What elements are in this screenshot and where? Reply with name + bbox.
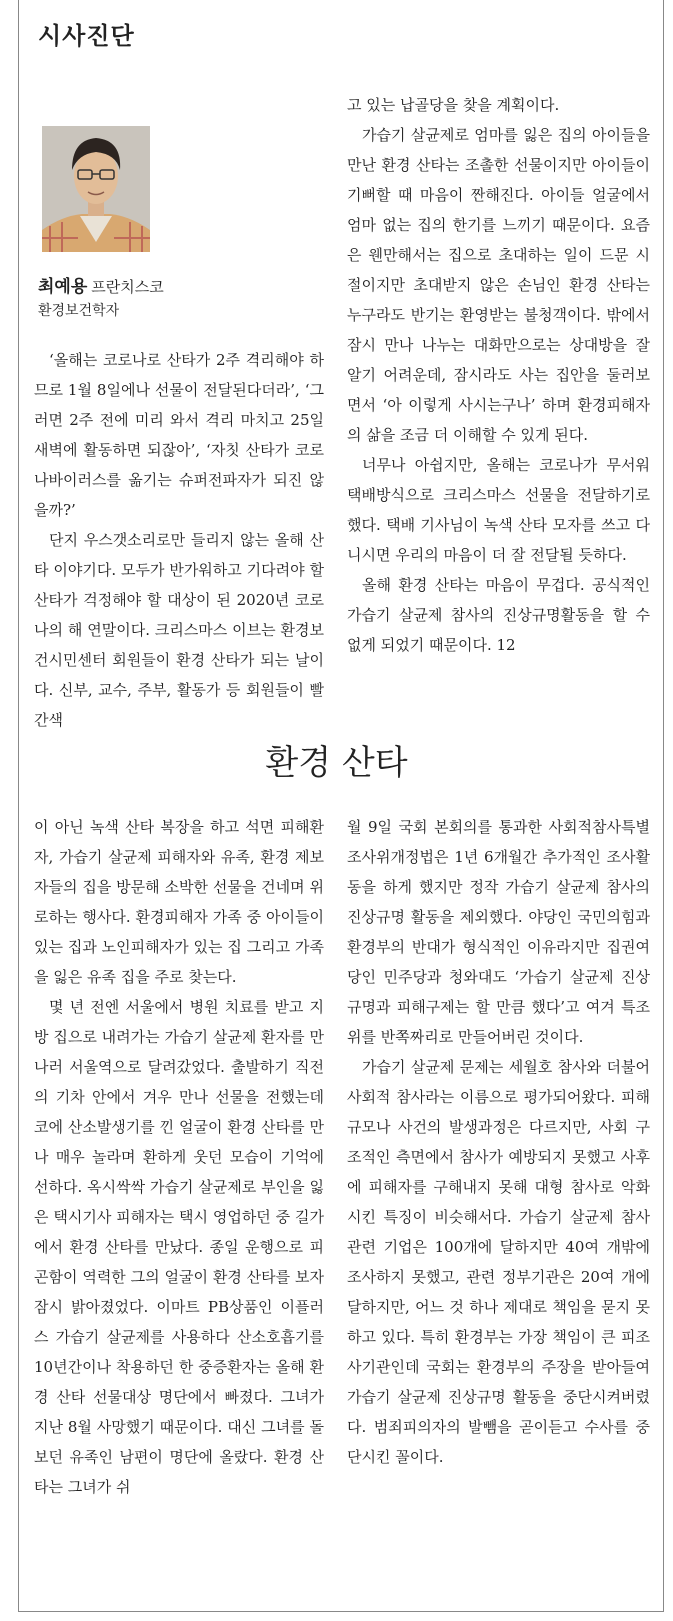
paragraph: ‘올해는 코로나로 산타가 2주 격리해야 하므로 1월 8일에나 선물이 전달된다더라’, ‘그러면 2주 전에 미리 와서 격리 마치고 25일 새벽에 활동하면 되잖아’, ‘자칫 산타가 코로나바이러스를 옮기는 슈퍼전파자가 되진 않을까?’ [34, 351, 324, 519]
author-photo [42, 126, 150, 252]
author-name-text: 최예용 [38, 277, 88, 297]
paragraph: 너무나 아쉽지만, 올해는 코로나가 무서워 택배방식으로 크리스마스 선물을 전달하기로 했다. 택배 기사님이 녹색 산타 모자를 쓰고 다니시면 우리의 마음이 더 잘 전달될 듯하다. [347, 456, 650, 564]
column-3 [34, 812, 324, 1502]
headline: 환경 산타 [265, 743, 408, 783]
paragraph: 고 있는 납골당을 찾을 계획이다. [347, 96, 560, 114]
section-label: 시사진단 [38, 22, 135, 50]
paragraph: 월 9일 국회 본회의를 통과한 사회적참사특별조사위개정법은 1년 6개월간 추가적인 조사활동을 하게 했지만 정작 가습기 살균제 참사의 진상규명 활동을 제외했다. 야당인 국민의힘과 환경부의 반대가 형식적인 이유라지만 집권여당인 민주당과 청와대도 ‘가습기 살균제 진상규명과 피해구제는 할 만큼 했다’고 여겨 특조위를 반쪽짜리로 만들어버린 것이다. [347, 818, 650, 1046]
paragraph: 가습기 살균제로 엄마를 잃은 집의 아이들을 만난 환경 산타는 조촐한 선물이지만 아이들이 기뻐할 때 마음이 짠해진다. 아이들 얼굴에서 엄마 없는 집의 한기를 느끼기 때문이다. 요즘은 웬만해서는 집으로 초대하는 일이 드문 시절이지만 초대받지 않은 손님인 환경 산타는 누구라도 반기는 환영받는 불청객이다. 밖에서 잠시 만나 나누는 대화만으로는 상대방을 잘 알기 어려운데, 잠시라도 사는 집안을 둘러보면서 ‘아 이렇게 사시는구나’ 하며 환경피해자의 삶을 조금 더 이해할 수 있게 된다. [347, 126, 650, 444]
column-4 [347, 812, 650, 1472]
column-1 [34, 345, 324, 735]
paragraph: 단지 우스갯소리로만 들리지 않는 올해 산타 이야기다. 모두가 반가워하고 기다려야 할 산타가 걱정해야 할 대상이 된 2020년 코로나의 해 연말이다. 크리스마스 이브는 환경보건시민센터 회원들이 환경 산타가 되는 날이다. 신부, 교수, 주부, 활동가 등 회원들이 빨간색 [34, 531, 324, 729]
paragraph: 몇 년 전엔 서울에서 병원 치료를 받고 지방 집으로 내려가는 가습기 살균제 환자를 만나러 서울역으로 달려갔었다. 출발하기 직전의 기차 안에서 겨우 만나 선물을 전했는데 코에 산소발생기를 낀 얼굴이 환경 산타를 만나 매우 놀라며 환하게 웃던 모습이 기억에 선하다. 옥시싹싹 가습기 살균제로 부인을 잃은 택시기사 피해자는 택시 영업하던 중 길가에서 환경 산타를 만났다. 종일 운행으로 피곤함이 역력한 그의 얼굴이 환경 산타를 보자 잠시 밝아졌었다. 이마트 PB상품인 이플러스 가습기 살균제를 사용하다 산소호흡기를 10년간이나 착용하던 한 중증환자는 올해 환경 산타 선물대상 명단에서 빠졌다. 그녀가 지난 8월 사망했기 때문이다. 대신 그녀를 돌보던 유족인 남편이 명단에 올랐다. 환경 산타는 그녀가 쉬 [34, 998, 324, 1496]
author-title: 환경보건학자 [38, 303, 120, 319]
column-2 [347, 90, 650, 660]
paragraph: 가습기 살균제 문제는 세월호 참사와 더불어 사회적 참사라는 이름으로 평가되어왔다. 피해규모나 사건의 발생과정은 다르지만, 사회 구조적인 측면에서 참사가 예방되지 못했고 사후에 피해자를 구해내지 못해 대형 참사로 악화시킨 특징이 비슷해서다. 가습기 살균제 참사 관련 기업은 100개에 달하지만 40여 개밖에 조사하지 못했고, 관련 정부기관은 20여 개에 달하지만, 어느 것 하나 제대로 책임을 묻지 못하고 있다. 특히 환경부는 가장 책임이 큰 피조사기관인데 국회는 환경부의 주장을 받아들여 가습기 살균제 진상규명 활동을 중단시켜버렸다. 범죄피의자의 발뺌을 곧이듣고 수사를 중단시킨 꼴이다. [347, 1058, 650, 1466]
author-baptismal-name: 프란치스코 [91, 278, 164, 296]
paragraph: 올해 환경 산타는 마음이 무겁다. 공식적인 가습기 살균제 참사의 진상규명활동을 할 수 없게 되었기 때문이다. 12 [347, 576, 650, 654]
paragraph: 이 아닌 녹색 산타 복장을 하고 석면 피해환자, 가습기 살균제 피해자와 유족, 환경 제보자들의 집을 방문해 소박한 선물을 건네며 위로하는 행사다. 환경피해자 가족 중 아이들이 있는 집과 노인피해자가 있는 집 그리고 가족을 잃은 유족 집을 주로 찾는다. [34, 818, 324, 986]
author-name [38, 272, 164, 297]
